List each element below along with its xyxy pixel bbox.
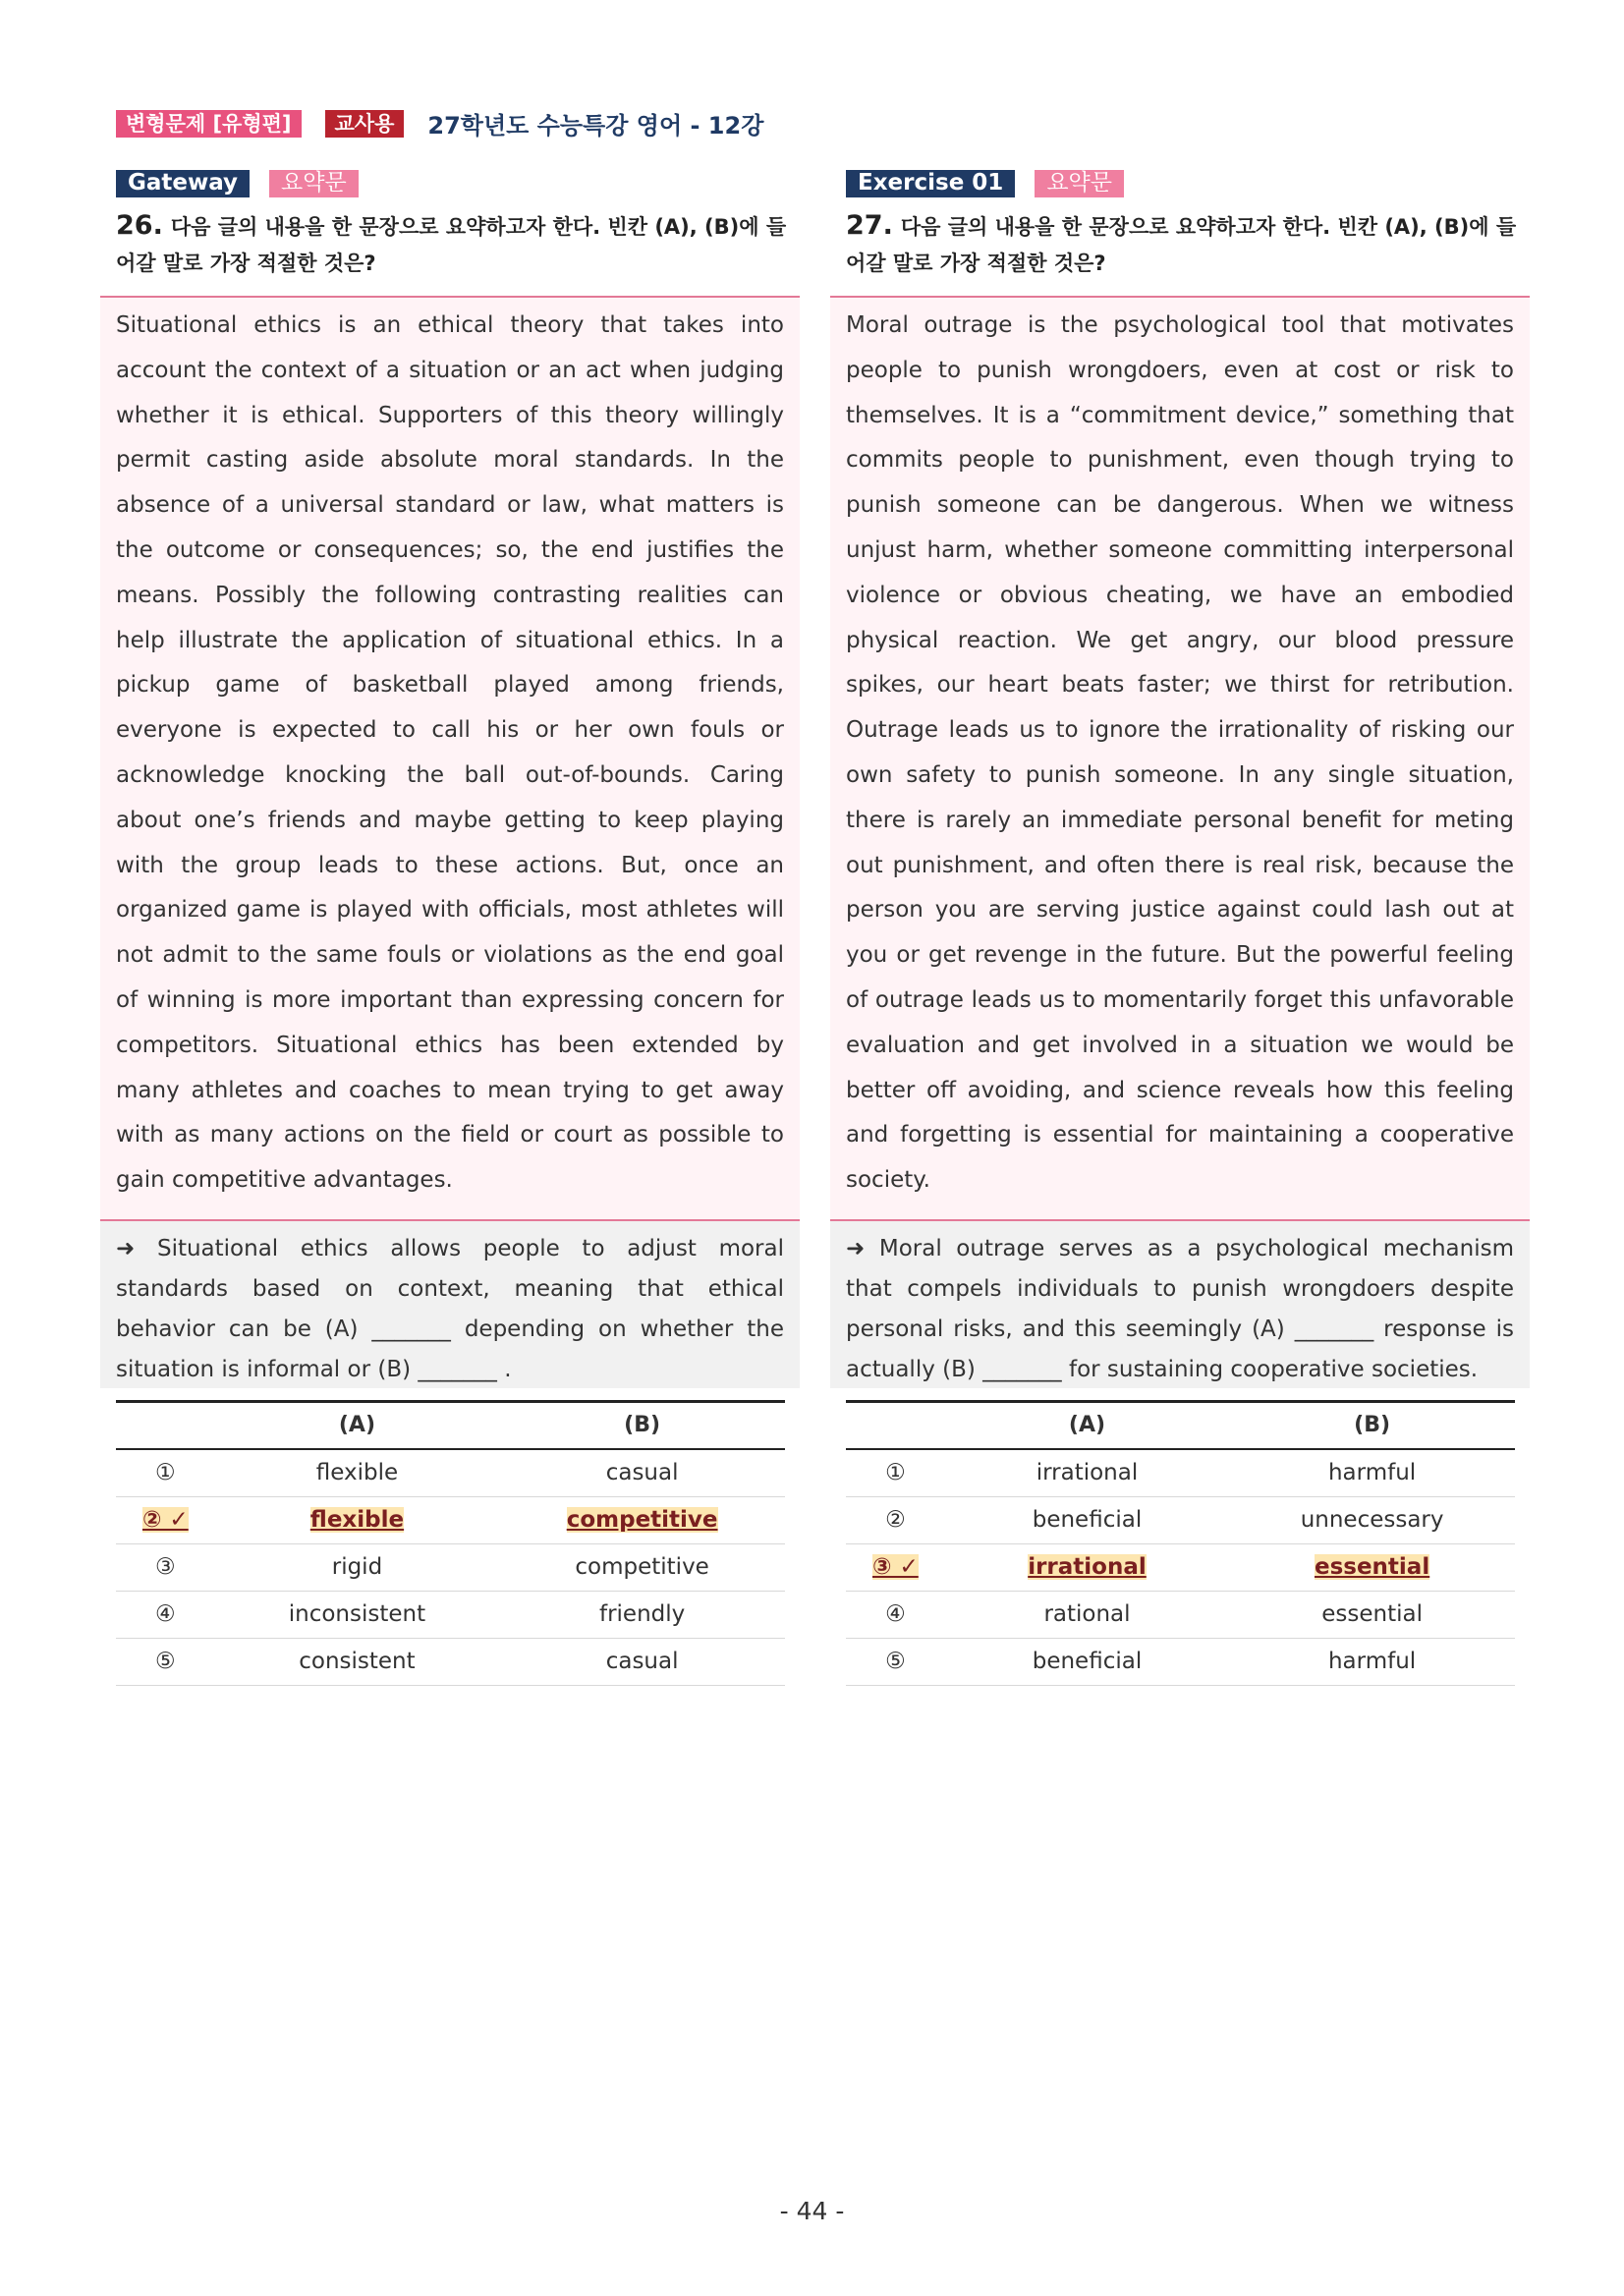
answer-table [116, 1400, 785, 1686]
option-a: consistent [215, 1638, 500, 1685]
option-number: ① [116, 1449, 215, 1497]
summary-box [830, 1221, 1530, 1388]
option-number [116, 1496, 215, 1543]
page-header [116, 106, 763, 140]
option-b: casual [499, 1449, 785, 1497]
table-row[interactable] [846, 1591, 1515, 1638]
option-number: ③ [116, 1543, 215, 1591]
exercise-label: Exercise 01 [846, 170, 1015, 197]
right-labels [846, 170, 1530, 197]
question-number: 27. [846, 210, 893, 241]
option-number: ① [846, 1449, 945, 1497]
page-number: - 44 - [779, 2197, 845, 2225]
table-row[interactable] [116, 1543, 785, 1591]
answer-mark: ② ✓ [141, 1507, 189, 1534]
table-header-b: (B) [499, 1401, 785, 1449]
table-row[interactable] [846, 1638, 1515, 1685]
left-labels [116, 170, 800, 197]
summary-type-label: 요약문 [1035, 170, 1124, 197]
option-b: friendly [499, 1591, 785, 1638]
option-a: rigid [215, 1543, 500, 1591]
summary-box [100, 1221, 800, 1388]
option-a: inconsistent [215, 1591, 500, 1638]
table-row[interactable] [116, 1638, 785, 1685]
type-tag: 변형문제 [유형편] [116, 110, 302, 138]
option-a: rational [945, 1591, 1229, 1638]
table-row-answer[interactable] [846, 1543, 1515, 1591]
right-column [830, 170, 1530, 1686]
summary-text: ➜ Moral outrage serves as a psychological mechanism that compels individuals to punish wrongdoers despite personal risks, and this seemingly (A) _______ response is actually (B) _______ for sustaining cooperative societies. [846, 1235, 1514, 1382]
question-27 [846, 207, 1524, 282]
table-row[interactable] [846, 1449, 1515, 1497]
summary-type-label: 요약문 [269, 170, 359, 197]
page-title: 27학년도 수능특강 영어 - 12강 [427, 112, 764, 140]
option-b: unnecessary [1229, 1496, 1515, 1543]
answer-a: flexible [309, 1507, 405, 1534]
left-column [100, 170, 800, 1686]
table-header-b: (B) [1229, 1401, 1515, 1449]
table-row[interactable] [116, 1449, 785, 1497]
option-b: harmful [1229, 1449, 1515, 1497]
table-header-a: (A) [945, 1401, 1229, 1449]
option-number: ④ [116, 1591, 215, 1638]
option-a: beneficial [945, 1638, 1229, 1685]
option-a: irrational [945, 1449, 1229, 1497]
table-header-a: (A) [215, 1401, 500, 1449]
option-a [945, 1543, 1229, 1591]
teacher-tag: 교사용 [325, 110, 405, 138]
table-row[interactable] [116, 1591, 785, 1638]
question-text: 다음 글의 내용을 한 문장으로 요약하고자 한다. 빈칸 (A), (B)에 들어갈 말로 가장 적절한 것은? [846, 215, 1517, 275]
passage-box [100, 296, 800, 1221]
table-header-blank [116, 1401, 215, 1449]
option-b: competitive [499, 1543, 785, 1591]
option-b: essential [1229, 1591, 1515, 1638]
passage-text: Moral outrage is the psychological tool that motivates people to punish wrongdoers, even at cost or risk to themselves. It is a “commitment device,” something that commits people to punishment, even though trying to punish someone can be dangerous. When we witness unjust harm, whether someone committing interpersonal violence or obvious cheating, we have an embodied physical reaction. We get angry, our blood pressure spikes, our heart beats faster; we thirst for retribution. Outrage leads us to ignore the irrationality of risking our own safety to punish someone. In any single situation, there is rarely an immediate personal benefit for meting out punishment, and often there is real risk, because the person you are serving justice against could lash out at you or get revenge in the future. But the powerful feeling of outrage leads us to momentarily forget this unfavorable evaluation and get involved in a situation we would be better off avoiding, and science reveals how this feeling and forgetting is essential for maintaining a cooperative society. [846, 312, 1514, 1194]
option-a: flexible [215, 1449, 500, 1497]
option-b [1229, 1543, 1515, 1591]
option-number [846, 1543, 945, 1591]
summary-text: ➜ Situational ethics allows people to adjust moral standards based on context, meaning that ethical behavior can be (A) _______ depending on whether the situation is informal or (B) _______ . [116, 1235, 784, 1382]
passage-text: Situational ethics is an ethical theory that takes into account the context of a situation or an act when judging whether it is ethical. Supporters of this theory willingly permit casting aside absolute moral standards. In the absence of a universal standard or law, what matters is the outcome or consequences; so, the end justifies the means. Possibly the following contrasting realities can help illustrate the application of situational ethics. In a pickup game of basketball played among friends, everyone is expected to call his or her own fouls or acknowledge knocking the ball out-of-bounds. Caring about one’s friends and maybe getting to keep playing with the group leads to these actions. But, once an organized game is played with officials, most athletes will not admit to the same fouls or violations as the end goal of winning is more important than expressing concern for competitors. Situational ethics has been extended by many athletes and coaches to mean trying to get away with as many actions on the field or court as possible to gain competitive advantages. [116, 312, 784, 1194]
option-b: harmful [1229, 1638, 1515, 1685]
passage-box [830, 296, 1530, 1221]
answer-b: competitive [566, 1507, 718, 1534]
answer-table [846, 1400, 1515, 1686]
option-a [215, 1496, 500, 1543]
option-number: ⑤ [116, 1638, 215, 1685]
option-a: beneficial [945, 1496, 1229, 1543]
question-26 [116, 207, 794, 282]
table-row-answer[interactable] [116, 1496, 785, 1543]
table-row[interactable] [846, 1496, 1515, 1543]
option-b: casual [499, 1638, 785, 1685]
gateway-label: Gateway [116, 170, 250, 197]
option-number: ④ [846, 1591, 945, 1638]
answer-a: irrational [1028, 1554, 1147, 1581]
answer-mark: ③ ✓ [872, 1554, 919, 1581]
option-b [499, 1496, 785, 1543]
option-number: ② [846, 1496, 945, 1543]
question-number: 26. [116, 210, 163, 241]
question-text: 다음 글의 내용을 한 문장으로 요약하고자 한다. 빈칸 (A), (B)에 들어갈 말로 가장 적절한 것은? [116, 215, 787, 275]
table-header-blank [846, 1401, 945, 1449]
answer-b: essential [1314, 1554, 1430, 1581]
option-number: ⑤ [846, 1638, 945, 1685]
